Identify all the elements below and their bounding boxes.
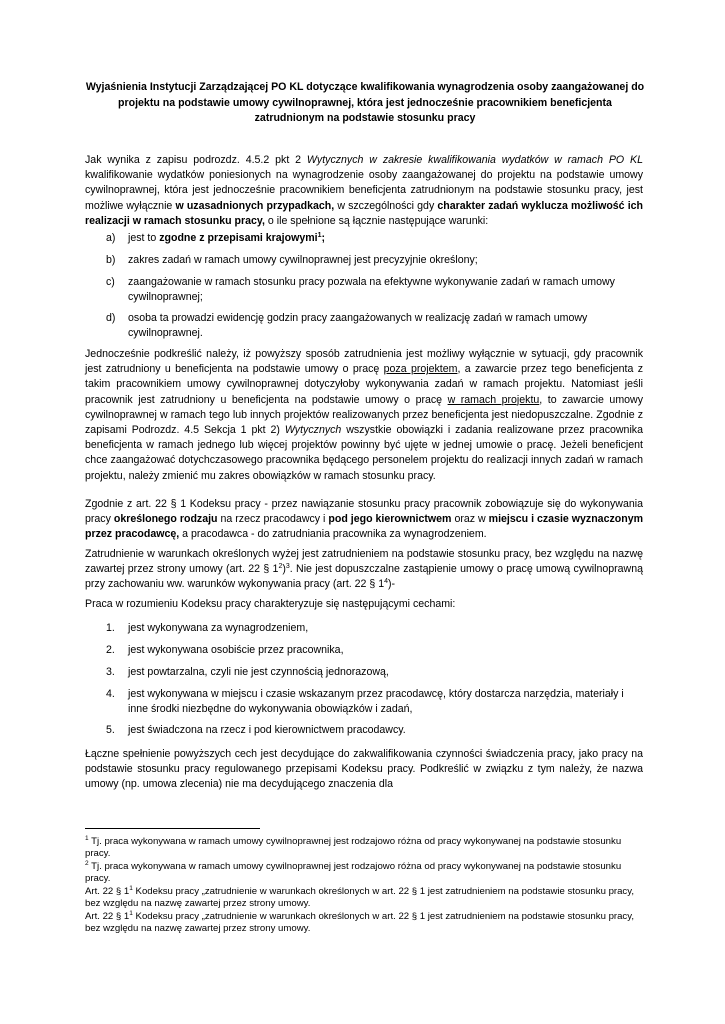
para3-text-1: Zgodnie z art. 22 § 1 Kodeksu pracy - przez nawiązanie stosunku pracy pracownik zobowiązuje się do wykonywania pracy: [85, 498, 643, 526]
condition-text: zaangażowanie w ramach stosunku pracy pozwala na efektywne wykonywanie zadań w ramach umowy cywilnoprawnej;: [128, 276, 615, 304]
feature-marker: 4.: [106, 688, 115, 700]
condition-marker: a): [106, 232, 116, 244]
feature-text: jest wykonywana za wynagrodzeniem,: [128, 622, 309, 634]
superscript: 2: [278, 563, 283, 571]
feature-marker: 3.: [106, 666, 115, 678]
para3-text-4: a pracodawca - do zatrudniania pracownika za wynagrodzeniem.: [179, 528, 487, 541]
superscript: 4: [384, 578, 389, 586]
condition-marker: c): [106, 276, 115, 288]
intro-text-2: kwalifikowanie wydatków poniesionych na wynagrodzenie osoby zaangażowanej do projektu na podstawie umowy cywilnoprawnej, która jest jednocześnie pracownikiem beneficjenta zatrudnionym na podstawie stosunku pracy, jest możliwe wyłącznie: [85, 169, 643, 212]
para4-text-4: )-: [388, 578, 396, 591]
footnote-number: 1: [129, 910, 133, 917]
condition-bold: zgodne z przepisami krajowymi: [159, 232, 318, 244]
paragraph-labour-code: [85, 497, 643, 543]
footnote: [85, 911, 645, 936]
condition-text: zakres zadań w ramach umowy cywilnoprawnej jest precyzyjnie określony;: [128, 254, 478, 266]
guidelines-title: Wytycznych w zakresie kwalifikowania wydatków w ramach PO KL: [306, 154, 643, 166]
feature-text: jest świadczona na rzecz i pod kierownictwem pracodawcy.: [128, 724, 406, 736]
underlined-within-project: w ramach projektu: [447, 393, 540, 406]
para4-text-3: . Nie jest dopuszczalne zastąpienie umowy o pracę umową cywilnoprawną przy zachowaniu ww. warunków wykonywania pracy (art. 22 § 1: [85, 563, 643, 591]
condition-text: [128, 231, 643, 246]
feature-text: jest wykonywana w miejscu i czasie wskazanym przez pracodawcę, który dostarcza narzędzia, materiały i inne środki niezbędne do wykonywania obowiązków i zadań,: [128, 688, 624, 716]
paragraph-employment-conditions: [85, 547, 643, 593]
feature-text: jest powtarzalna, czyli nie jest czynnością jednorazową,: [128, 666, 389, 678]
paragraph-summary: Łączne spełnienie powyższych cech jest decydujące do zakwalifikowania czynności świadczenia pracy, jako pracy na podstawie stosunku pracy regulowanego przepisami Kodeksu pracy. Podkreślić w związku z tym należy, że nazwa umowy (np. umowa zlecenia) nie ma decydującego znaczenia dla: [85, 748, 643, 791]
condition-item: [106, 275, 643, 305]
document-title: Wyjaśnienia Instytucji Zarządzającej PO KL dotyczące kwalifikowania wynagrodzenia osoby zaangażowanej do projektu na podstawie umowy cywilnoprawnej, która jest jednocześnie pracownikiem beneficjenta zatrudnionym na podstawie stosunku pracy: [85, 81, 645, 124]
intro-text-3: w szczególności gdy: [334, 199, 438, 212]
footnote: [85, 861, 645, 886]
para3-text-3: oraz w: [451, 513, 489, 526]
condition-item: [106, 253, 643, 268]
footnote-separator: [85, 828, 260, 829]
footnote-text: Kodeksu pracy „zatrudnienie w warunkach określonych w art. 22 § 1 jest zatrudnieniem na podstawie stosunku pracy, bez względu na nazwę zawartej przez strony umowy.: [85, 911, 634, 935]
condition-item: [106, 231, 643, 246]
condition-text-post: ;: [321, 232, 326, 244]
intro-bold-1: w uzasadnionych przypadkach,: [175, 199, 335, 212]
feature-marker: 5.: [106, 724, 115, 736]
para2-text-1: Jednocześnie podkreślić należy, iż powyższy sposób zatrudnienia jest możliwy wyłącznie w sytuacji, gdy pracownik jest zatrudniony u beneficjenta na podstawie umowy o pracę: [85, 348, 643, 376]
para3-bold-1: określonego rodzaju: [113, 513, 218, 526]
footnote: [85, 836, 645, 861]
feature-item: [106, 723, 643, 738]
footnote-text: Tj. praca wykonywana w ramach umowy cywilnoprawnej jest rodzajowo różna od pracy wykonywanej na podstawie stosunku pracy.: [85, 861, 622, 885]
footnote-number: 1: [85, 835, 89, 842]
para3-text-2: na rzecz pracodawcy i: [217, 513, 329, 526]
intro-paragraph: [85, 153, 643, 229]
superscript: 3: [285, 563, 290, 571]
feature-marker: 2.: [106, 644, 115, 656]
condition-marker: d): [106, 312, 116, 324]
feature-item: [106, 621, 643, 636]
para3-bold-3: miejscu i czasie wyznaczonym przez pracodawcę,: [85, 513, 644, 541]
feature-item: [106, 665, 643, 680]
para4-text-2: ): [282, 563, 286, 576]
condition-marker: b): [106, 254, 116, 266]
footnote-number: 1: [129, 885, 133, 892]
condition-text: osoba ta prowadzi ewidencję godzin pracy zaangażowanych w realizację zadań w ramach umowy cywilnoprawnej.: [128, 312, 588, 340]
feature-marker: 1.: [106, 622, 115, 634]
footnote-article: Art. 22 § 1: [85, 886, 130, 897]
guidelines-reference: Wytycznych: [284, 424, 342, 437]
feature-text: jest wykonywana osobiście przez pracownika,: [128, 644, 344, 656]
footnote: [85, 886, 645, 911]
para2-text-2: , a zawarcie przez tego beneficjenta z takim pracownikiem umowy cywilnoprawnej dotyczyłoby wykonywania zadań w ramach projektu. Natomiast jeśli pracownik jest zatrudniony u beneficjenta na podstawie umowy o pracę: [85, 363, 643, 406]
condition-item: [106, 311, 643, 341]
footnote-text: Kodeksu pracy „zatrudnienie w warunkach określonych w art. 22 § 1 jest zatrudnieniem na podstawie stosunku pracy, bez względu na nazwę zawartej przez strony umowy.: [85, 886, 634, 910]
footnote-article: Art. 22 § 1: [85, 911, 130, 922]
condition-text-pre: jest to: [128, 232, 160, 244]
intro-bold-2: charakter zadań wyklucza możliwość ich realizacji w ramach stosunku pracy,: [85, 199, 644, 227]
footnote-ref: 1: [317, 232, 322, 239]
para3-bold-2: pod jego kierownictwem: [328, 513, 452, 526]
footnote-number: 2: [85, 860, 89, 867]
paragraph-features-intro: Praca w rozumieniu Kodeksu pracy charakteryzuje się następującymi cechami:: [85, 598, 456, 610]
feature-item: [106, 643, 643, 658]
paragraph-employment-scope: [85, 347, 643, 484]
feature-item: [106, 687, 643, 717]
underlined-outside-project: poza projektem: [383, 363, 458, 376]
para4-text-1: Zatrudnienie w warunkach określonych wyżej jest zatrudnieniem na podstawie stosunku pracy, bez względu na nazwę zawartej przez strony umowy (art. 22 § 1: [85, 548, 643, 576]
para2-text-3: , to zawarcie umowy cywilnoprawnej w ramach tego lub innych projektów realizowanych przez beneficjenta jest niedopuszczalne. Zgodnie z zapisami Podrozdz. 4.5 Sekcja 1 pkt 2): [85, 393, 643, 437]
para2-text-4: wszystkie obowiązki i zadania realizowane przez pracownika beneficjenta w ramach jednego lub więcej projektów powinny być ujęte w jednej umowie o pracę. Jeżeli beneficjent chce zaangażować dotychczasowego pracownika będącego personelem projektu do realizacji innych zadań w ramach projektu, należy zmienić mu zakres obowiązków w ramach stosunku pracy.: [85, 424, 643, 482]
footnote-text: Tj. praca wykonywana w ramach umowy cywilnoprawnej jest rodzajowo różna od pracy wykonywanej na podstawie stosunku pracy.: [85, 836, 622, 860]
intro-text-1: Jak wynika z zapisu podrozdz. 4.5.2 pkt 2: [85, 154, 307, 166]
intro-text-4: o ile spełnione są łącznie następujące warunki:: [264, 214, 489, 227]
